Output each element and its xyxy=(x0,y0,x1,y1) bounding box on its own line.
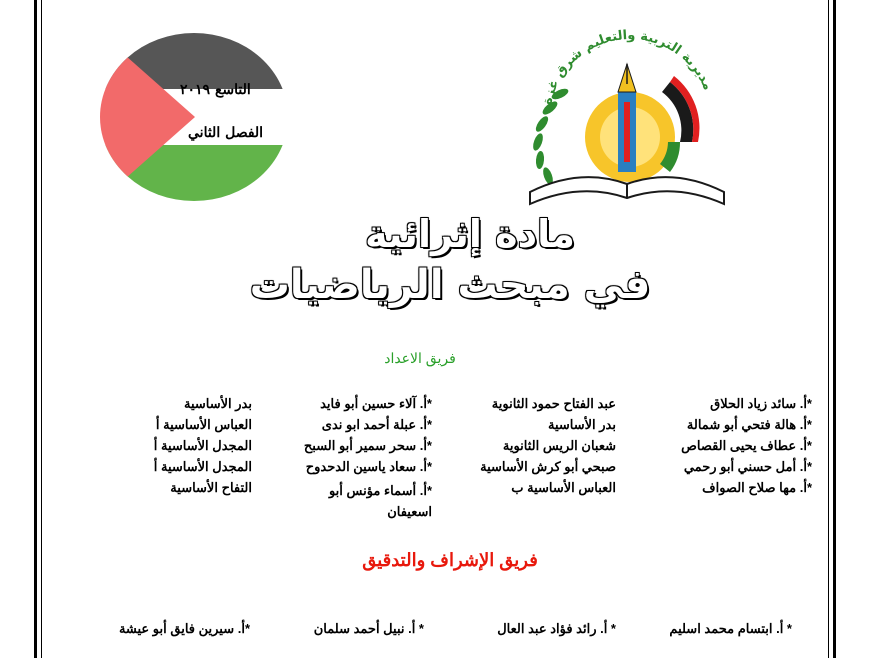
supervisor-name: * أ. نبيل أحمد سلمان xyxy=(313,621,424,636)
prep-team-schools-col-1 xyxy=(446,396,616,501)
supervisor-name: *أ. سيرين فايق أبو عيشة xyxy=(118,621,250,636)
team-member-name: *أ. عطاف يحيى القصاص xyxy=(681,438,812,453)
prep-team-names-col-1 xyxy=(642,396,812,501)
palestine-flag-badge xyxy=(100,33,288,201)
prep-team-schools-col-2 xyxy=(112,396,252,501)
school-name: العباس الأساسية ب xyxy=(511,480,616,495)
team-member-name: *أ. سعاد ياسين الدحدوح xyxy=(305,459,432,474)
logo-arc-text: مديرية التربية والتعليم شرق غزة xyxy=(540,28,716,107)
supervision-team-heading: فريق الإشراف والتدقيق xyxy=(362,550,538,570)
pen-icon xyxy=(618,64,636,172)
team-member-name: *أ. أسماء مؤنس أبو اسعيفان xyxy=(328,483,432,519)
school-name: شعبان الريس الثانوية xyxy=(502,438,616,453)
team-member-name: *أ. آلاء حسين أبو فايد xyxy=(320,396,432,411)
school-name: العباس الأساسية أ xyxy=(155,417,252,432)
prep-team-heading: فريق الاعداد xyxy=(384,350,456,366)
directorate-logo xyxy=(520,22,730,212)
team-member-name: *أ. سائد زياد الحلاق xyxy=(710,396,812,411)
grade-year-label: التاسع ٢٠١٩ xyxy=(180,82,251,98)
page-subtitle: في مبحث الرياضيات xyxy=(249,262,651,308)
team-member-name: *أ. سحر سمير أبو السبح xyxy=(303,438,432,453)
team-member-name: *أ. عبلة أحمد ابو ندى xyxy=(321,417,432,432)
school-name: المجدل الأساسية أ xyxy=(153,459,252,474)
school-name: التفاح الأساسية xyxy=(170,480,252,495)
team-member-name: *أ. أمل حسني أبو رحمي xyxy=(683,459,812,474)
supervisor-name: * أ. رائد فؤاد عبد العال xyxy=(497,621,616,636)
school-name: المجدل الأساسية أ xyxy=(153,438,252,453)
prep-team-names-col-2 xyxy=(282,396,432,522)
supervisor-name: * أ. ابتسام محمد اسليم xyxy=(669,621,792,636)
school-name: صبحي أبو كرش الأساسية xyxy=(480,459,616,474)
school-name: عبد الفتاح حمود الثانوية xyxy=(491,396,616,411)
team-member-name: *أ. هالة فتحي أبو شمالة xyxy=(686,417,812,432)
school-name: بدر الأساسية xyxy=(548,417,616,432)
team-member-name: *أ. مها صلاح الصواف xyxy=(702,480,812,495)
flag-red-triangle xyxy=(100,33,195,201)
page-title: مادة إثرائية xyxy=(365,212,575,256)
semester-label: الفصل الثاني xyxy=(188,125,264,141)
school-name: بدر الأساسية xyxy=(184,396,252,411)
